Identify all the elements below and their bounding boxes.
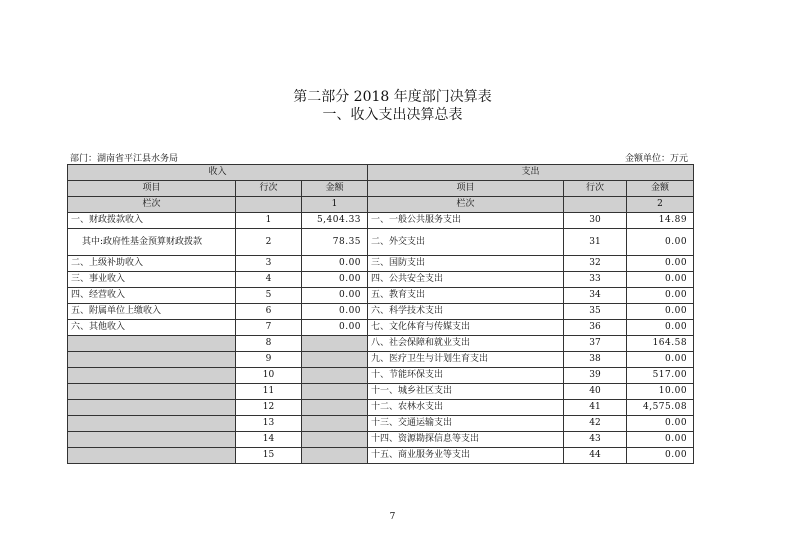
income-row-cell: 12: [236, 400, 302, 416]
expense-amount-cell: 0.00: [627, 288, 694, 304]
expense-item-cell: 十三、交通运输支出: [368, 416, 564, 432]
table-row: [68, 304, 694, 320]
income-amount-cell: 0.00: [302, 288, 368, 304]
income-amount-cell: [302, 400, 368, 416]
income-row-cell: 8: [236, 336, 302, 352]
table-row: [68, 320, 694, 336]
page-subtitle: 一、收入支出决算总表: [322, 107, 463, 123]
expense-row-cell: 33: [564, 272, 627, 288]
expense-amount-cell: 0.00: [627, 448, 694, 464]
expense-row-cell: 44: [564, 448, 627, 464]
income-amount-header: 金额: [302, 181, 368, 197]
income-item-cell: [68, 384, 236, 400]
income-lanci-value: 1: [302, 197, 368, 213]
expense-amount-cell: 10.00: [627, 384, 694, 400]
income-item-cell: [68, 352, 236, 368]
income-amount-cell: 0.00: [302, 320, 368, 336]
expense-amount-cell: 4,575.08: [627, 400, 694, 416]
department-label: 部门：湖南省平江县水务局: [70, 154, 179, 164]
expense-row-cell: 32: [564, 256, 627, 272]
expense-amount-cell: 517.00: [627, 368, 694, 384]
income-item-cell: 二、上级补助收入: [68, 256, 236, 272]
expense-amount-cell: 0.00: [627, 320, 694, 336]
unit-label: 金额单位：万元: [624, 154, 688, 164]
income-lanci-label: 栏次: [68, 197, 236, 213]
expense-amount-header: 金额: [627, 181, 694, 197]
expense-row-cell: 41: [564, 400, 627, 416]
income-item-cell: [68, 448, 236, 464]
expense-item-cell: 十四、资源勘探信息等支出: [368, 432, 564, 448]
expense-item-cell: 十一、城乡社区支出: [368, 384, 564, 400]
expense-row-cell: 36: [564, 320, 627, 336]
income-section-header: 收入: [68, 165, 368, 181]
expense-row-header: 行次: [564, 181, 627, 197]
table-row: [68, 352, 694, 368]
income-row-cell: 7: [236, 320, 302, 336]
income-amount-cell: 0.00: [302, 304, 368, 320]
expense-item-cell: 七、文化体育与传媒支出: [368, 320, 564, 336]
table-row: [68, 229, 694, 256]
income-amount-cell: 0.00: [302, 256, 368, 272]
expense-amount-cell: 0.00: [627, 304, 694, 320]
expense-item-cell: 十二、农林水支出: [368, 400, 564, 416]
page-title: 第二部分 2018 年度部门决算表: [293, 89, 492, 105]
income-row-cell: 14: [236, 432, 302, 448]
expense-row-cell: 30: [564, 213, 627, 229]
income-item-cell: 六、其他收入: [68, 320, 236, 336]
income-amount-cell: [302, 416, 368, 432]
income-row-cell: 11: [236, 384, 302, 400]
expense-amount-cell: 0.00: [627, 352, 694, 368]
income-row-cell: 6: [236, 304, 302, 320]
income-item-cell: [68, 400, 236, 416]
expense-row-cell: 34: [564, 288, 627, 304]
income-row-header: 行次: [236, 181, 302, 197]
expense-row-cell: 35: [564, 304, 627, 320]
expense-item-cell: 三、国防支出: [368, 256, 564, 272]
income-lanci-blank: [236, 197, 302, 213]
income-item-cell: 五、附属单位上缴收入: [68, 304, 236, 320]
expense-row-cell: 37: [564, 336, 627, 352]
table-row: [68, 368, 694, 384]
expense-item-cell: 二、外交支出: [368, 229, 564, 256]
table-row: [68, 288, 694, 304]
income-row-cell: 2: [236, 229, 302, 256]
expense-amount-cell: 14.89: [627, 213, 694, 229]
expense-row-cell: 42: [564, 416, 627, 432]
expense-amount-cell: 0.00: [627, 229, 694, 256]
expense-item-cell: 十、节能环保支出: [368, 368, 564, 384]
expense-lanci-value: 2: [627, 197, 694, 213]
expense-amount-cell: 0.00: [627, 416, 694, 432]
expense-item-cell: 五、教育支出: [368, 288, 564, 304]
expense-row-cell: 43: [564, 432, 627, 448]
income-amount-cell: [302, 368, 368, 384]
column-header-row: [68, 181, 694, 197]
table-row: [68, 416, 694, 432]
income-row-cell: 15: [236, 448, 302, 464]
expense-row-cell: 38: [564, 352, 627, 368]
expense-lanci-label: 栏次: [368, 197, 564, 213]
income-item-header: 项目: [68, 181, 236, 197]
income-item-cell: [68, 368, 236, 384]
table-row: [68, 272, 694, 288]
expense-item-cell: 九、医疗卫生与计划生育支出: [368, 352, 564, 368]
table-row: [68, 448, 694, 464]
expense-item-cell: 一、一般公共服务支出: [368, 213, 564, 229]
income-item-cell: 四、经营收入: [68, 288, 236, 304]
table-row: [68, 336, 694, 352]
table-row: [68, 400, 694, 416]
income-item-cell: [68, 432, 236, 448]
expense-item-header: 项目: [368, 181, 564, 197]
expense-item-cell: 六、科学技术支出: [368, 304, 564, 320]
section-header-row: [68, 165, 694, 181]
income-item-cell: 其中:政府性基金预算财政拨款: [68, 229, 236, 256]
expense-row-cell: 39: [564, 368, 627, 384]
expense-item-cell: 十五、商业服务业等支出: [368, 448, 564, 464]
income-amount-cell: [302, 336, 368, 352]
expense-lanci-blank: [564, 197, 627, 213]
income-row-cell: 3: [236, 256, 302, 272]
table-row: [68, 256, 694, 272]
page-number: 7: [389, 512, 396, 522]
table-row: [68, 384, 694, 400]
income-row-cell: 13: [236, 416, 302, 432]
lanci-row: [68, 197, 694, 213]
table-row: [68, 432, 694, 448]
expense-amount-cell: 0.00: [627, 256, 694, 272]
income-row-cell: 10: [236, 368, 302, 384]
income-row-cell: 4: [236, 272, 302, 288]
income-item-cell: [68, 336, 236, 352]
expense-section-header: 支出: [368, 165, 694, 181]
income-amount-cell: 0.00: [302, 272, 368, 288]
income-amount-cell: 5,404.33: [302, 213, 368, 229]
table-row: [68, 213, 694, 229]
income-item-cell: [68, 416, 236, 432]
expense-amount-cell: 0.00: [627, 272, 694, 288]
expense-amount-cell: 164.58: [627, 336, 694, 352]
income-amount-cell: [302, 448, 368, 464]
income-amount-cell: [302, 384, 368, 400]
income-amount-cell: 78.35: [302, 229, 368, 256]
expense-row-cell: 40: [564, 384, 627, 400]
income-item-cell: 一、财政拨款收入: [68, 213, 236, 229]
income-row-cell: 1: [236, 213, 302, 229]
income-amount-cell: [302, 432, 368, 448]
income-row-cell: 9: [236, 352, 302, 368]
expense-item-cell: 四、公共安全支出: [368, 272, 564, 288]
income-item-cell: 三、事业收入: [68, 272, 236, 288]
expense-row-cell: 31: [564, 229, 627, 256]
income-expense-table: [67, 164, 694, 464]
expense-item-cell: 八、社会保障和就业支出: [368, 336, 564, 352]
income-amount-cell: [302, 352, 368, 368]
income-row-cell: 5: [236, 288, 302, 304]
expense-amount-cell: 0.00: [627, 432, 694, 448]
